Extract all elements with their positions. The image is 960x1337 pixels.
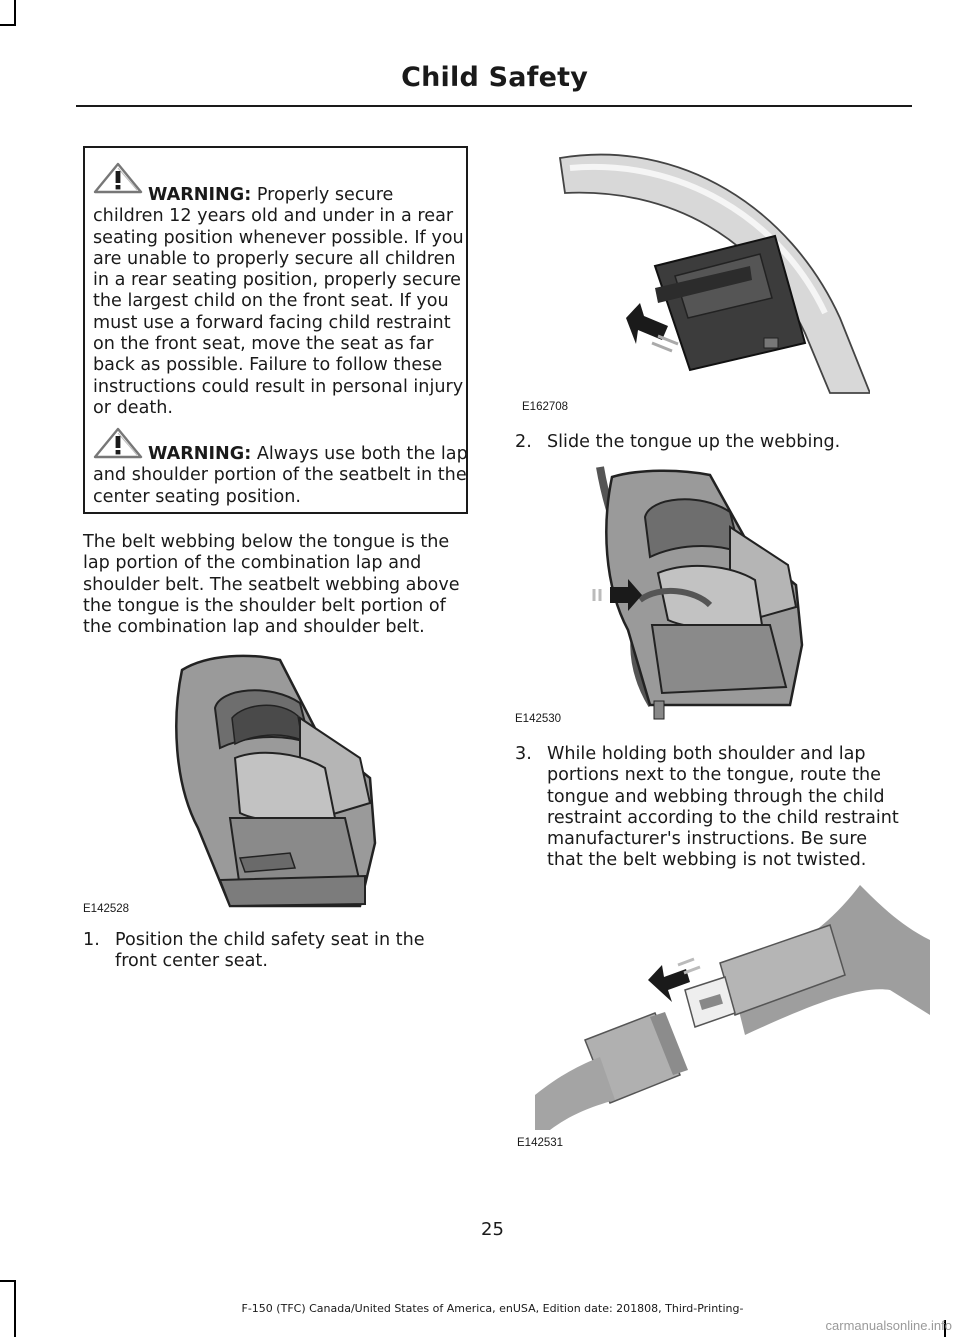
crop-mark <box>0 1280 16 1282</box>
figure-child-seat <box>160 648 390 913</box>
step-number: 2. <box>515 432 532 452</box>
header-rule <box>76 105 912 107</box>
page-title: Child Safety <box>401 62 588 93</box>
footer-text: F-150 (TFC) Canada/United States of America, enUSA, Edition date: 201808, Third-Printing- <box>241 1302 744 1315</box>
warning-body: Always use both the lap and shoulder portion of the seatbelt in the center seating position. <box>93 444 468 507</box>
page-number: 25 <box>481 1219 504 1240</box>
figure-tongue-webbing <box>540 148 870 396</box>
step-text <box>547 744 899 872</box>
figure-belt-routing <box>590 465 810 720</box>
step-1 <box>83 930 478 976</box>
warning-label: WARNING: <box>148 444 252 464</box>
warning-label: WARNING: <box>148 185 252 205</box>
step-line: portions next to the tongue, route the <box>547 765 882 786</box>
figure-id: E142530 <box>515 713 562 725</box>
step-line: restraint according to the child restraint <box>547 807 899 828</box>
warning-box <box>83 146 468 514</box>
step-line: tongue and webbing through the child <box>547 786 885 807</box>
watermark: carmanualsonline.info <box>825 1318 952 1333</box>
step-line: While holding both shoulder and lap <box>547 744 866 764</box>
step-number: 1. <box>83 930 100 950</box>
step-line: Position the child safety seat in the <box>115 930 425 950</box>
warning-body: Properly secure children 12 years old and under in a rear seating position whenever possible. If you are unable to properly secure all children in a rear seating position, properly secure the largest child on the front seat. If you must use a forward facing child restraint on the front seat, move the seat as far back as possible. Failure to follow these instructions could result in personal injury or death. <box>93 185 464 418</box>
crop-mark <box>0 24 16 26</box>
step-line: that the belt webbing is not twisted. <box>547 850 867 871</box>
figure-tongue-buckle <box>530 885 930 1135</box>
step-3 <box>515 744 915 874</box>
step-number: 3. <box>515 744 532 764</box>
figure-id: E162708 <box>522 401 569 413</box>
warning-text <box>93 444 469 508</box>
step-2 <box>515 432 915 456</box>
warning-text <box>93 185 469 419</box>
intro-paragraph: The belt webbing below the tongue is the lap portion of the combination lap and shoulder belt. The seatbelt webbing above the tongue is the shoulder belt portion of the combination lap and shoulder belt. <box>83 532 460 638</box>
step-line: front center seat. <box>115 951 268 972</box>
figure-id: E142531 <box>517 1137 564 1149</box>
step-text <box>115 930 425 973</box>
crop-mark <box>14 0 16 26</box>
step-line: manufacturer's instructions. Be sure <box>547 829 868 850</box>
figure-id: E142528 <box>83 903 130 915</box>
step-text: Slide the tongue up the webbing. <box>547 432 841 452</box>
